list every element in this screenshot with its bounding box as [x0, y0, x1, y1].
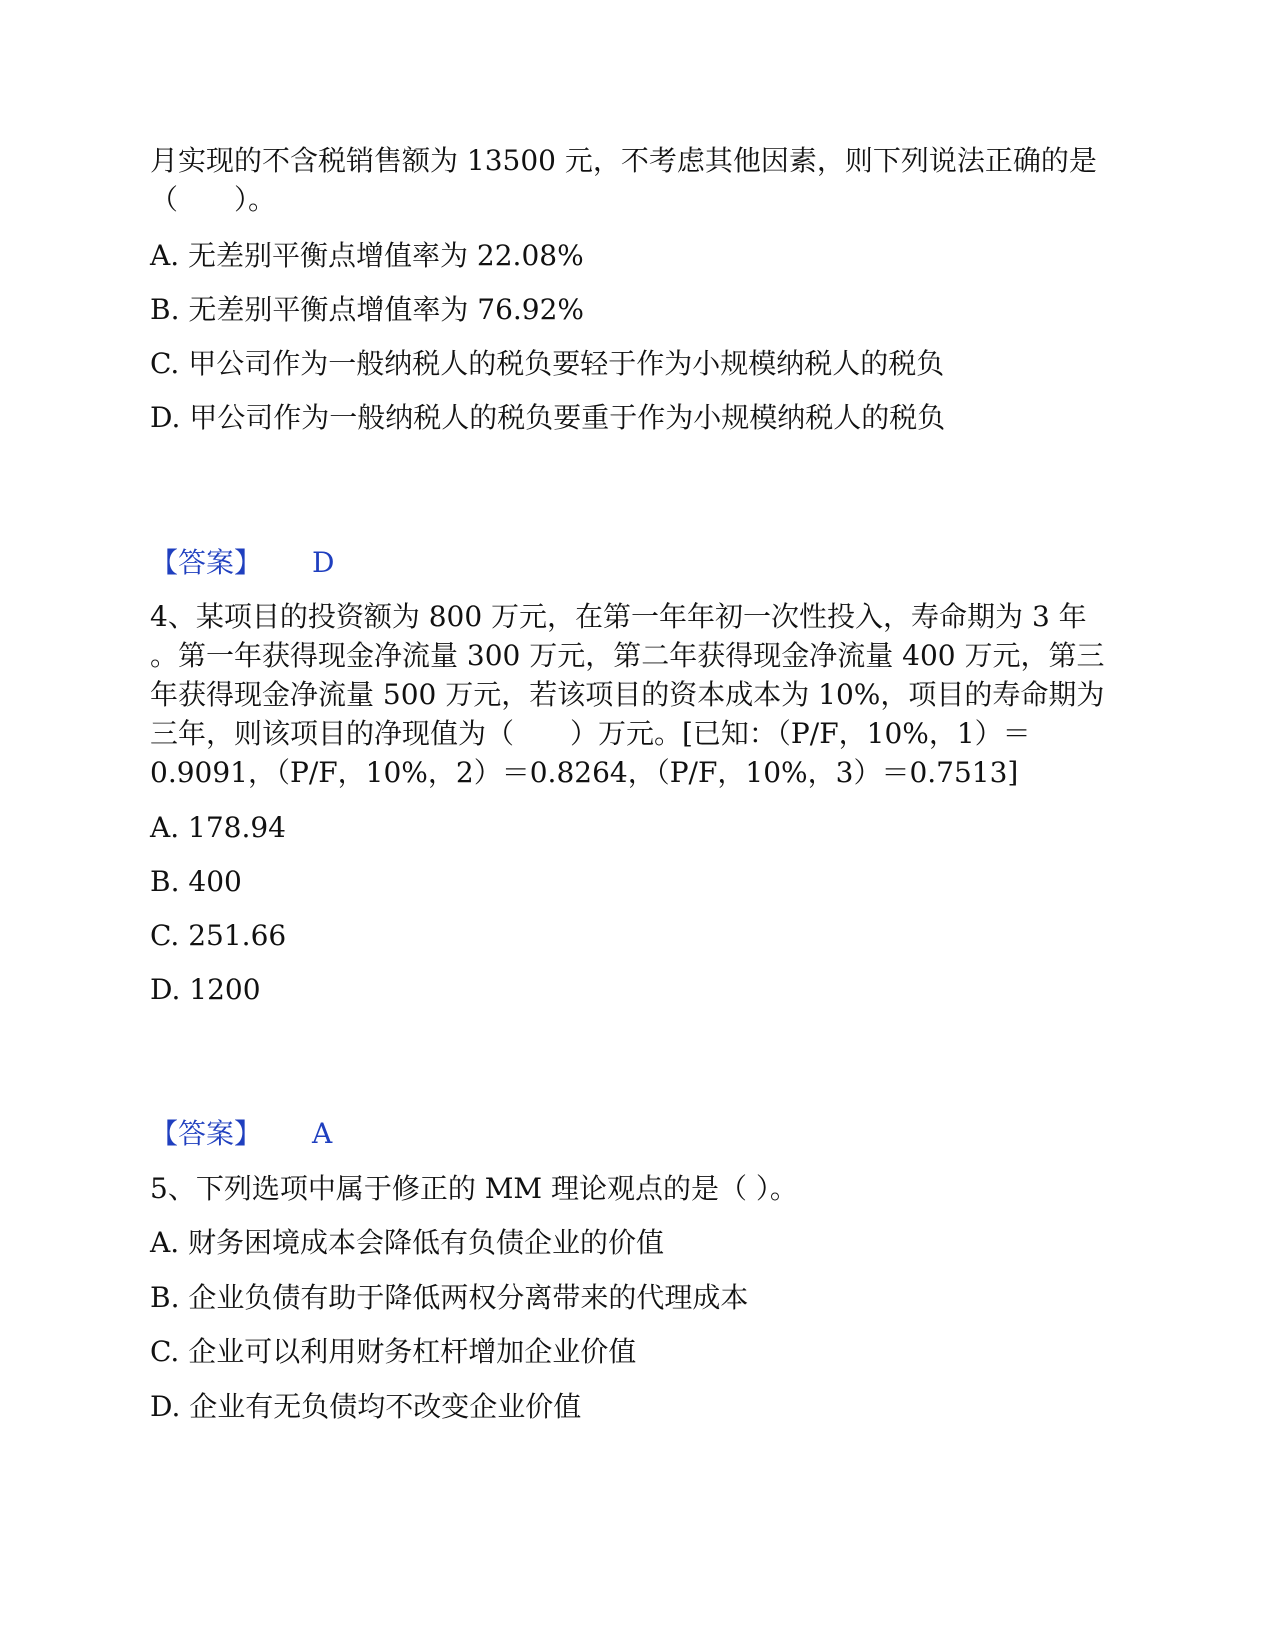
q4-option-c: C. 251.66	[150, 919, 287, 952]
answer-label: 【答案】	[150, 1117, 263, 1150]
q5-stem-line-1: 5、下列选项中属于修正的 MM 理论观点的是（ ）。	[150, 1172, 798, 1205]
answer-label: 【答案】	[150, 546, 263, 579]
q4-stem-line-2: 。第一年获得现金净流量 300 万元，第二年获得现金净流量 400 万元，第三	[150, 639, 1105, 672]
q4-stem-line-5: 0.9091，（P/F，10%，2）＝0.8264，（P/F，10%，3）＝0.7513]	[150, 756, 1019, 789]
q3-answer	[150, 543, 334, 583]
q4-option-b: B. 400	[150, 865, 242, 898]
q3-option-c: C. 甲公司作为一般纳税人的税负要轻于作为小规模纳税人的税负	[150, 347, 945, 380]
q3-stem-line-1: 月实现的不含税销售额为 13500 元，不考虑其他因素，则下列说法正确的是	[150, 144, 1097, 177]
q3-option-a: A. 无差别平衡点增值率为 22.08%	[150, 239, 584, 272]
q3-option-b: B. 无差别平衡点增值率为 76.92%	[150, 293, 585, 326]
q4-stem-line-3: 年获得现金净流量 500 万元，若该项目的资本成本为 10%，项目的寿命期为	[150, 678, 1105, 711]
q3-stem-line-2: （ ）。	[150, 183, 277, 216]
q5-option-a: A. 财务困境成本会降低有负债企业的价值	[150, 1226, 665, 1259]
document-page	[150, 0, 1125, 1650]
q4-option-d: D. 1200	[150, 973, 261, 1006]
q5-option-d: D. 企业有无负债均不改变企业价值	[150, 1390, 582, 1423]
answer-value: D	[312, 546, 335, 579]
q4-stem-line-4: 三年，则该项目的净现值为（ ）万元。[已知：（P/F，10%，1）＝	[150, 717, 1031, 750]
q5-option-b: B. 企业负债有助于降低两权分离带来的代理成本	[150, 1281, 749, 1314]
q3-option-d: D. 甲公司作为一般纳税人的税负要重于作为小规模纳税人的税负	[150, 401, 946, 434]
q5-option-c: C. 企业可以利用财务杠杆增加企业价值	[150, 1335, 637, 1368]
q4-option-a: A. 178.94	[150, 811, 286, 844]
answer-value: A	[312, 1117, 333, 1150]
q4-stem-line-1: 4、某项目的投资额为 800 万元，在第一年年初一次性投入，寿命期为 3 年	[150, 600, 1087, 633]
q4-answer	[150, 1114, 332, 1154]
